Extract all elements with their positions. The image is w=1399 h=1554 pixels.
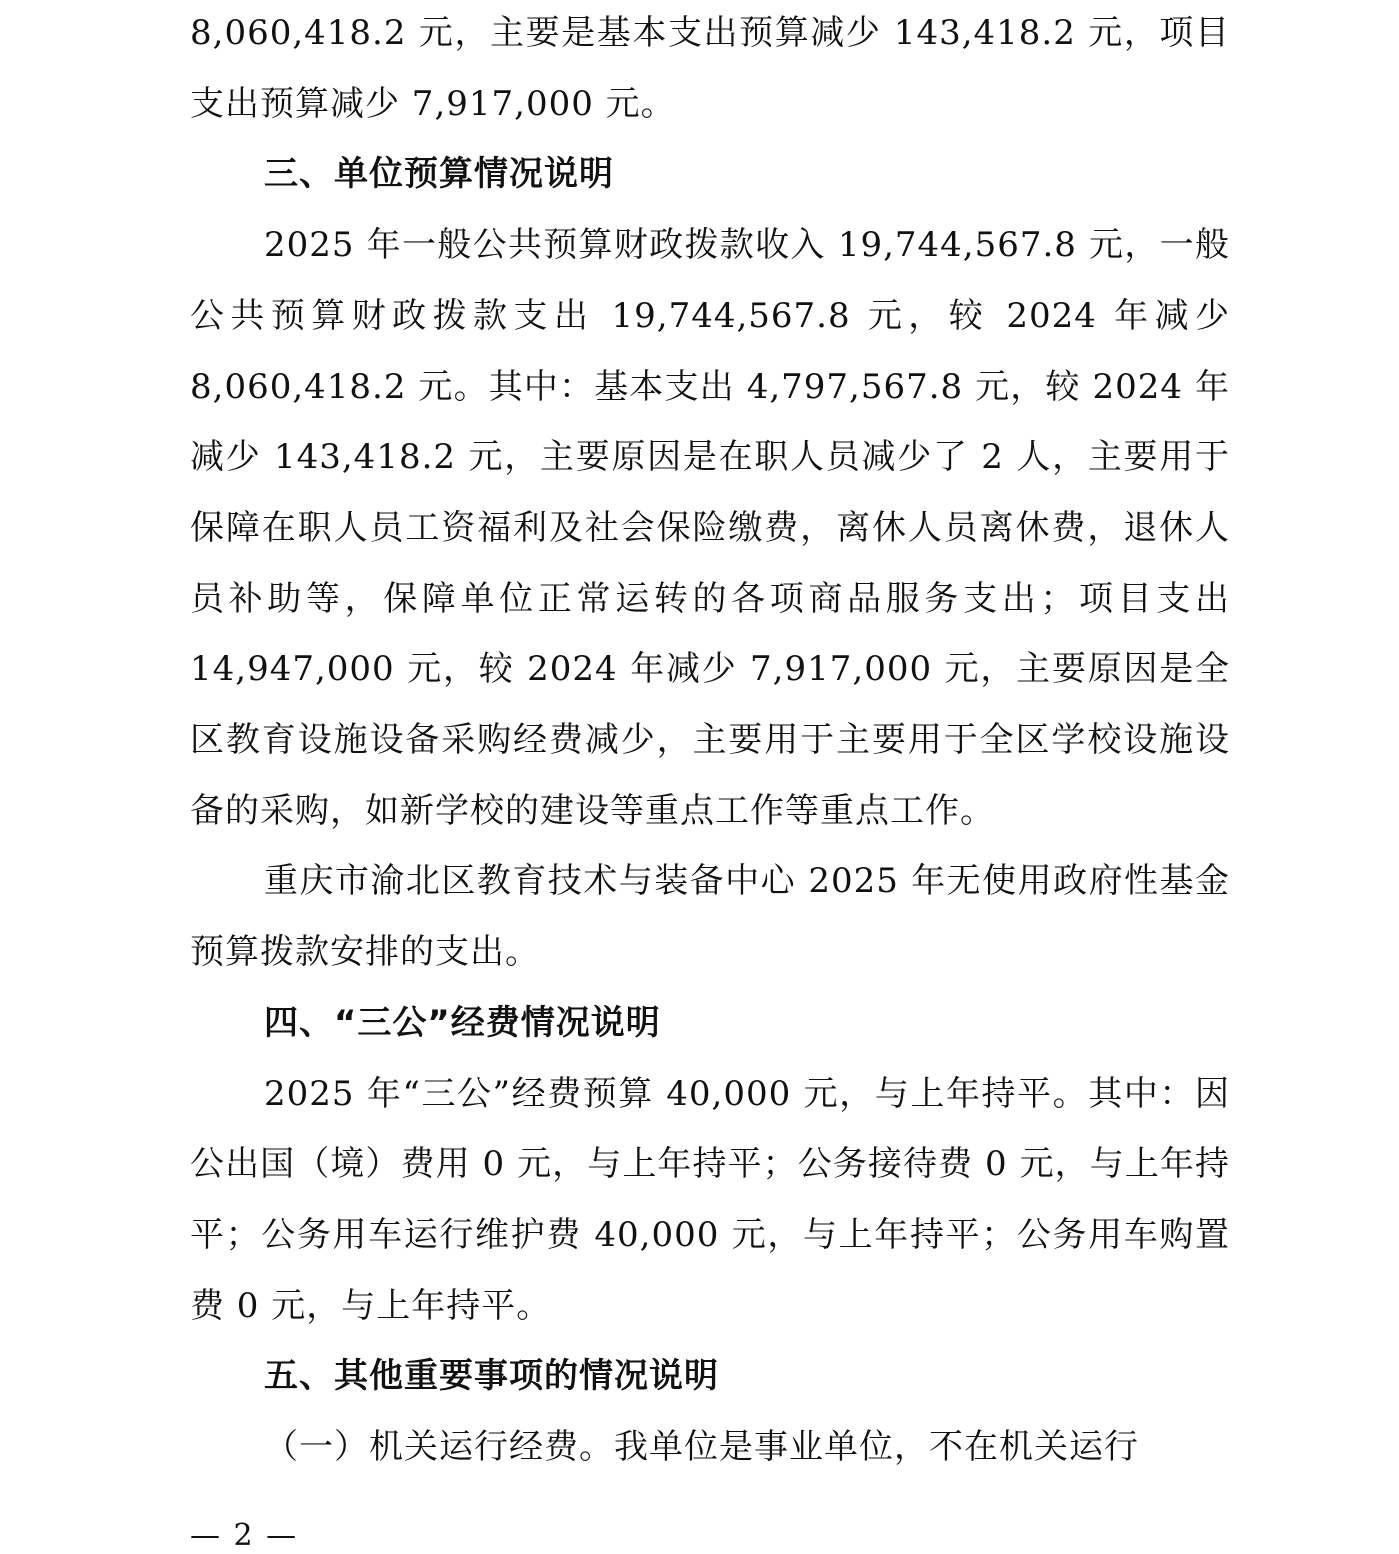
operating-expenses-paragraph: （一）机关运行经费。我单位是事业单位，不在机关运行 <box>264 1427 1139 1468</box>
government-fund-paragraph: 重庆市渝北区教育技术与装备中心 2025 年无使用政府性基金预算拨款安排的支出。 <box>190 861 1230 973</box>
section-heading-three-public-expenses: 四、“三公”经费情况说明 <box>264 1002 661 1043</box>
page-number: — 2 — <box>190 1518 299 1553</box>
unit-budget-paragraph: 2025 年一般公共预算财政拨款收入 19,744,567.8 元，一般公共预算财政拨款支出 19,744,567.8 元，较 2024 年减少 8,060,418.2 元。其中：基本支出 4,797,567.8 元，较 2024 年减少 143,418.2 元，主要原因是在职人员减少了 2 人，主要用于保障在职人员工资福利及社会保险缴费，离休人员离休费，退休人员补助等，保障单位正常运转的各项商品服务支出；项目支出 14,947,000 元，较 2024 年减少 7,917,000 元，主要原因是全区教育设施设备采购经费减少，主要用于主要用于全区学校设施设备的采购，如新学校的建设等重点工作等重点工作。 <box>190 225 1230 831</box>
three-public-expenses-paragraph: 2025 年“三公”经费预算 40,000 元，与上年持平。其中：因公出国（境）费用 0 元，与上年持平；公务接待费 0 元，与上年持平；公务用车运行维护费 40,000 元，与上年持平；公务用车购置费 0 元，与上年持平。 <box>190 1073 1230 1326</box>
section-heading-other-matters: 五、其他重要事项的情况说明 <box>264 1356 719 1397</box>
continued-paragraph: 8,060,418.2 元，主要是基本支出预算减少 143,418.2 元，项目支出预算减少 7,917,000 元。 <box>190 13 1230 124</box>
document-body <box>190 0 1230 1483</box>
section-heading-unit-budget: 三、单位预算情况说明 <box>264 154 614 195</box>
